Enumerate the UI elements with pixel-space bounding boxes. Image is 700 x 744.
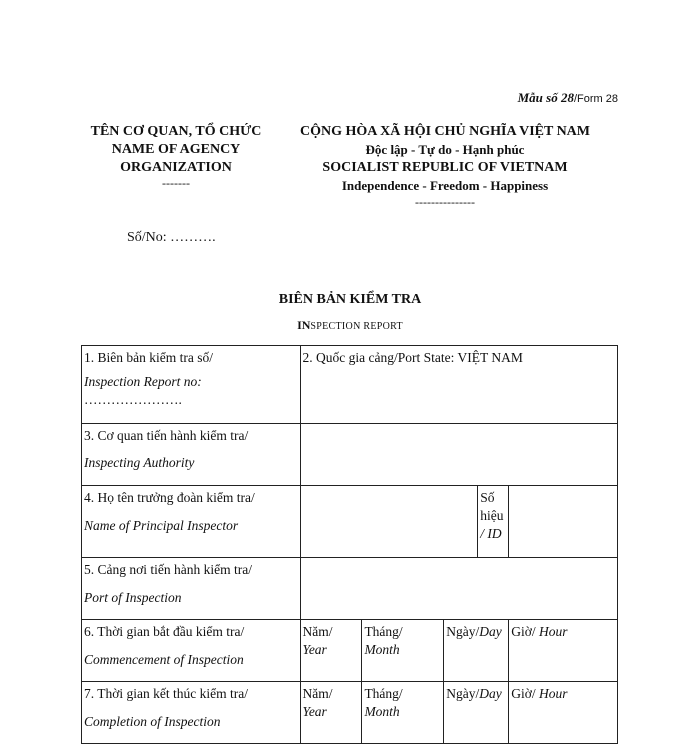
commencement-year-cell: Năm/ Year bbox=[300, 620, 362, 682]
principal-inspector-label: 4. Họ tên trưởng đoàn kiểm tra/ Name of Principal Inspector bbox=[82, 486, 301, 558]
republic-motto-vn: Độc lập - Tự do - Hạnh phúc bbox=[365, 142, 525, 157]
inspecting-authority-value bbox=[300, 424, 617, 486]
republic-header bbox=[280, 123, 610, 209]
completion-day-cell: Ngày/Day bbox=[444, 682, 509, 744]
inspector-id-value bbox=[509, 486, 618, 558]
commencement-month-cell: Tháng/ Month bbox=[362, 620, 444, 682]
port-state-cell: 2. Quốc gia cảng/Port State: VIỆT NAM bbox=[300, 346, 617, 424]
republic-motto-en: Independence - Freedom - Happiness bbox=[341, 178, 549, 193]
document-number: Số/No: ………. bbox=[127, 230, 216, 245]
port-of-inspection-value bbox=[300, 558, 617, 620]
inspection-form-table bbox=[81, 345, 618, 744]
table-row bbox=[82, 346, 618, 424]
principal-inspector-value bbox=[300, 486, 478, 558]
agency-rule: ------- bbox=[162, 176, 190, 190]
agency-organization-en: ORGANIZATION bbox=[120, 160, 232, 175]
table-row bbox=[82, 620, 618, 682]
republic-rule: --------------- bbox=[415, 195, 475, 209]
commencement-label: 6. Thời gian bắt đầu kiểm tra/ Commencement of Inspection bbox=[82, 620, 301, 682]
inspecting-authority-label: 3. Cơ quan tiến hành kiểm tra/ Inspecting Authority bbox=[82, 424, 301, 486]
completion-label: 7. Thời gian kết thúc kiểm tra/ Completion of Inspection bbox=[82, 682, 301, 744]
commencement-hour-cell: Giờ/ Hour bbox=[509, 620, 618, 682]
completion-month-cell: Tháng/ Month bbox=[362, 682, 444, 744]
report-number-cell: 1. Biên bản kiểm tra số/ Inspection Report no: …………………. bbox=[82, 346, 301, 424]
completion-hour-cell: Giờ/ Hour bbox=[509, 682, 618, 744]
agency-header bbox=[70, 123, 282, 189]
table-row bbox=[82, 558, 618, 620]
republic-title-en: SOCIALIST REPUBLIC OF VIETNAM bbox=[322, 160, 568, 175]
completion-year-cell: Năm/ Year bbox=[300, 682, 362, 744]
commencement-day-cell: Ngày/Day bbox=[444, 620, 509, 682]
inspector-id-label: Số hiệu / ID bbox=[478, 486, 509, 558]
table-row bbox=[82, 486, 618, 558]
document-title: BIÊN BẢN KIỂM TRA bbox=[278, 292, 422, 307]
table-row bbox=[82, 682, 618, 744]
form-number: Mẫu số 28/Form 28 bbox=[517, 90, 618, 105]
republic-title-vn: CỘNG HÒA XÃ HỘI CHỦ NGHĨA VIỆT NAM bbox=[299, 124, 590, 139]
agency-name-en: NAME OF AGENCY bbox=[111, 142, 241, 157]
port-of-inspection-label: 5. Cảng nơi tiến hành kiểm tra/ Port of Inspection bbox=[82, 558, 301, 620]
agency-name-vn: TÊN CƠ QUAN, TỔ CHỨC bbox=[90, 124, 262, 139]
document-subtitle: INSPECTION REPORT bbox=[297, 318, 403, 332]
table-row bbox=[82, 424, 618, 486]
